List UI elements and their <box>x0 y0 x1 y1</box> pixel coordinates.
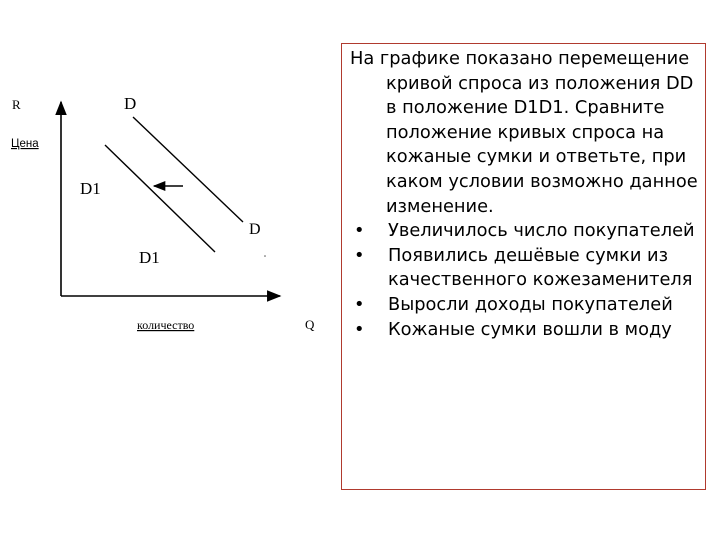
demand-curve-d <box>133 117 243 222</box>
answer-option <box>350 318 701 343</box>
bullet-marker: • <box>354 293 365 315</box>
answer-option <box>350 244 701 293</box>
bullet-marker: • <box>354 318 365 340</box>
curve-d1-bottom-label: D1 <box>139 248 160 267</box>
answer-option-text: Выросли доходы покупателей <box>388 293 673 315</box>
demand-shift-diagram <box>0 0 340 360</box>
dot-mark <box>264 255 266 257</box>
answer-option <box>350 293 701 318</box>
curve-d-top-label: D <box>124 94 137 113</box>
answer-option-text: Кожаные сумки вошли в моду <box>388 318 672 340</box>
task-text-box <box>341 43 706 490</box>
bullet-marker: • <box>354 220 365 242</box>
demand-curve-d1 <box>105 145 215 252</box>
y-axis-label: Цена <box>11 138 39 150</box>
x-axis-letter: Q <box>305 317 315 332</box>
task-question: На графике показано перемещение кривой спроса из положения DD в положение D1D1. Сравните положение кривых спроса на кожаные сумки и ответьте, при каком условии возможно данное изменение. <box>350 48 698 217</box>
curve-d-bottom-label: D <box>249 221 261 238</box>
answer-option-text: Увеличилось число покупателей <box>388 220 695 242</box>
answer-option <box>350 219 701 244</box>
x-axis-label: количество <box>137 318 195 332</box>
answer-option-text: Появились дешёвые сумки из качественного кожезаменителя <box>388 244 693 291</box>
bullet-marker: • <box>354 244 365 266</box>
answer-options-list <box>350 219 701 342</box>
curve-d1-top-label: D1 <box>80 179 101 198</box>
y-axis-letter: R <box>12 97 21 112</box>
